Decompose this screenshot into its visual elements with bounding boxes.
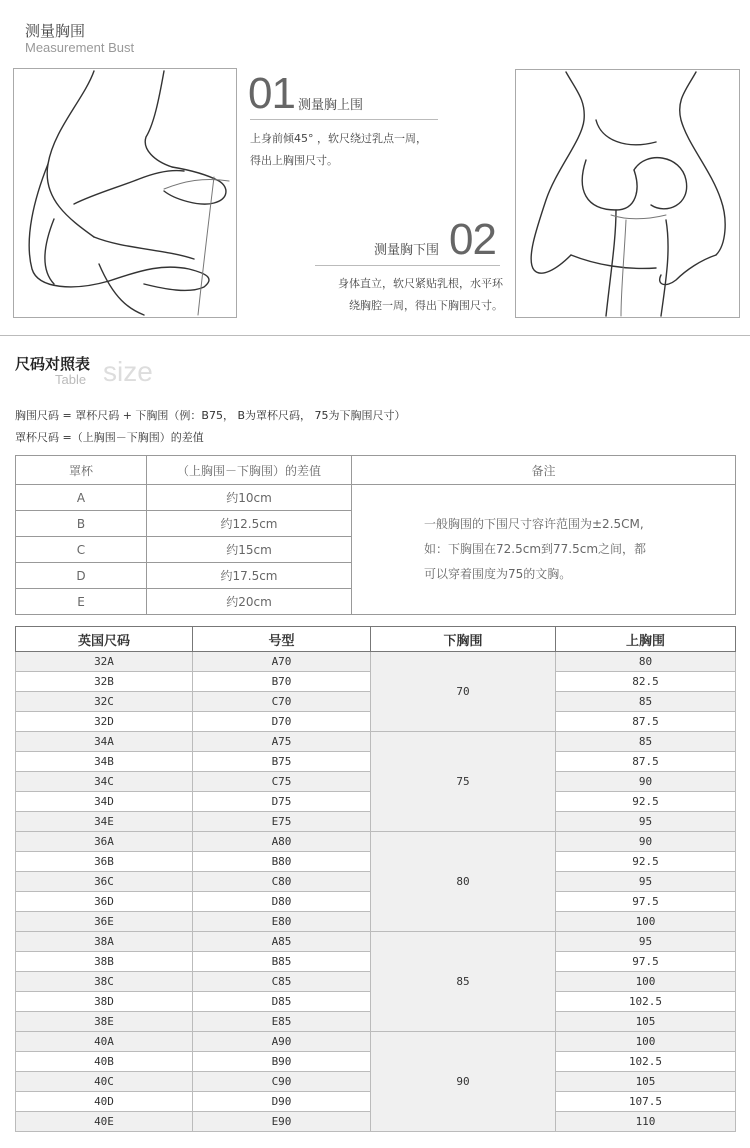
uk-size-cell: 32C xyxy=(16,692,193,712)
over-bust-cell: 100 xyxy=(556,912,736,932)
uk-size-cell: 34A xyxy=(16,732,193,752)
uk-size-cell: 40E xyxy=(16,1112,193,1132)
over-bust-cell: 110 xyxy=(556,1112,736,1132)
note-line-1: 一般胸围的下围尺寸容许范围为±2.5CM, xyxy=(424,517,644,531)
over-bust-cell: 95 xyxy=(556,872,736,892)
under-bust-cell: 75 xyxy=(371,732,556,832)
page-subtitle: Measurement Bust xyxy=(25,40,135,55)
code-cell: D80 xyxy=(193,892,371,912)
code-cell: D75 xyxy=(193,792,371,812)
formula-line-1: 胸围尺码 = 罩杯尺码 + 下胸围（例：B75， B为罩杯尺码， 75为下胸围尺寸） xyxy=(15,409,406,422)
code-cell: C90 xyxy=(193,1072,371,1092)
uk-size-cell: 38C xyxy=(16,972,193,992)
code-cell: D85 xyxy=(193,992,371,1012)
over-bust-cell: 80 xyxy=(556,652,736,672)
uk-size-cell: 34E xyxy=(16,812,193,832)
uk-size-cell: 38A xyxy=(16,932,193,952)
diff-cell: 约20cm xyxy=(147,589,352,615)
illustration-under-bust xyxy=(515,69,740,318)
uk-size-cell: 38D xyxy=(16,992,193,1012)
cup-table xyxy=(15,455,736,615)
code-header: 号型 xyxy=(193,627,371,652)
table-row xyxy=(16,932,736,952)
uk-size-cell: 36A xyxy=(16,832,193,852)
uk-size-cell: 34D xyxy=(16,792,193,812)
code-cell: B75 xyxy=(193,752,371,772)
uk-size-cell: 34C xyxy=(16,772,193,792)
code-cell: C70 xyxy=(193,692,371,712)
code-cell: C75 xyxy=(193,772,371,792)
over-bust-cell: 87.5 xyxy=(556,752,736,772)
cup-header: 罩杯 xyxy=(16,456,147,485)
over-bust-cell: 100 xyxy=(556,1032,736,1052)
under-bust-header: 下胸围 xyxy=(371,627,556,652)
code-cell: D90 xyxy=(193,1092,371,1112)
under-bust-cell: 70 xyxy=(371,652,556,732)
over-bust-cell: 95 xyxy=(556,812,736,832)
over-bust-cell: 97.5 xyxy=(556,892,736,912)
over-bust-cell: 95 xyxy=(556,932,736,952)
size-table-header xyxy=(16,627,736,652)
step-1-underline xyxy=(250,119,438,120)
over-bust-cell: 100 xyxy=(556,972,736,992)
code-cell: A85 xyxy=(193,932,371,952)
over-bust-cell: 102.5 xyxy=(556,992,736,1012)
note-line-3: 可以穿着围度为75的文胸。 xyxy=(424,567,572,581)
code-cell: B85 xyxy=(193,952,371,972)
code-cell: C80 xyxy=(193,872,371,892)
section-title-en-big: size xyxy=(103,356,153,387)
diff-cell: 约15cm xyxy=(147,537,352,563)
note-header: 备注 xyxy=(352,456,736,485)
table-row xyxy=(16,1032,736,1052)
code-cell: B80 xyxy=(193,852,371,872)
over-bust-cell: 107.5 xyxy=(556,1092,736,1112)
code-cell: A70 xyxy=(193,652,371,672)
step-1-desc-line2: 得出上胸围尺寸。 xyxy=(250,154,338,167)
over-bust-cell: 85 xyxy=(556,732,736,752)
code-cell: E85 xyxy=(193,1012,371,1032)
cup-cell: B xyxy=(16,511,147,537)
code-cell: C85 xyxy=(193,972,371,992)
code-cell: A80 xyxy=(193,832,371,852)
table-row xyxy=(16,732,736,752)
uk-size-cell: 38E xyxy=(16,1012,193,1032)
over-bust-cell: 92.5 xyxy=(556,852,736,872)
over-bust-cell: 90 xyxy=(556,832,736,852)
diff-cell: 约10cm xyxy=(147,485,352,511)
over-bust-cell: 97.5 xyxy=(556,952,736,972)
uk-size-cell: 34B xyxy=(16,752,193,772)
code-cell: D70 xyxy=(193,712,371,732)
uk-size-cell: 40C xyxy=(16,1072,193,1092)
step-2-underline xyxy=(315,265,500,266)
over-bust-cell: 105 xyxy=(556,1012,736,1032)
uk-size-cell: 32B xyxy=(16,672,193,692)
cup-cell: C xyxy=(16,537,147,563)
over-bust-header: 上胸围 xyxy=(556,627,736,652)
page-title: 测量胸围 xyxy=(25,22,86,40)
table-row xyxy=(16,485,736,511)
diff-header: （上胸围－下胸围）的差值 xyxy=(147,456,352,485)
code-cell: E80 xyxy=(193,912,371,932)
step-2-title: 测量胸下围 xyxy=(374,243,440,258)
section-title-en-small: Table xyxy=(55,372,87,387)
uk-size-cell: 38B xyxy=(16,952,193,972)
over-bust-cell: 105 xyxy=(556,1072,736,1092)
step-1-title: 测量胸上围 xyxy=(298,98,364,113)
step-2-number: 02 xyxy=(449,215,496,264)
step-1-desc-line1: 上身前倾45° ，软尺绕过乳点一周， xyxy=(250,132,427,145)
step-1-description xyxy=(250,128,490,172)
uk-size-cell: 36E xyxy=(16,912,193,932)
formula-line-2: 罩杯尺码 =（上胸围－下胸围）的差值 xyxy=(15,431,204,444)
uk-size-cell: 32D xyxy=(16,712,193,732)
step-2-desc-line1: 身体直立，软尺紧贴乳根，水平环 xyxy=(338,277,503,290)
uk-size-cell: 40D xyxy=(16,1092,193,1112)
over-bust-cell: 82.5 xyxy=(556,672,736,692)
uk-size-cell: 32A xyxy=(16,652,193,672)
code-cell: E90 xyxy=(193,1112,371,1132)
note-cell xyxy=(352,485,736,615)
over-bust-cell: 85 xyxy=(556,692,736,712)
step-1-number: 01 xyxy=(248,69,295,118)
over-bust-cell: 92.5 xyxy=(556,792,736,812)
under-bust-cell: 80 xyxy=(371,832,556,932)
cup-table-header xyxy=(16,456,736,485)
size-table xyxy=(15,626,736,1132)
cup-cell: D xyxy=(16,563,147,589)
section-divider xyxy=(0,335,750,336)
step-2-description xyxy=(300,273,503,317)
code-cell: B90 xyxy=(193,1052,371,1072)
cup-cell: A xyxy=(16,485,147,511)
code-cell: E75 xyxy=(193,812,371,832)
over-bust-cell: 87.5 xyxy=(556,712,736,732)
step-2-desc-line2: 绕胸腔一周，得出下胸围尺寸。 xyxy=(349,299,503,312)
illustration-over-bust xyxy=(13,68,237,318)
code-cell: A90 xyxy=(193,1032,371,1052)
under-bust-cell: 85 xyxy=(371,932,556,1032)
under-bust-cell: 90 xyxy=(371,1032,556,1132)
table-row xyxy=(16,652,736,672)
uk-size-header: 英国尺码 xyxy=(16,627,193,652)
over-bust-cell: 102.5 xyxy=(556,1052,736,1072)
uk-size-cell: 36B xyxy=(16,852,193,872)
over-bust-cell: 90 xyxy=(556,772,736,792)
uk-size-cell: 36C xyxy=(16,872,193,892)
uk-size-cell: 40B xyxy=(16,1052,193,1072)
note-line-2: 如：下胸围在72.5cm到77.5cm之间，都 xyxy=(424,542,647,556)
table-row xyxy=(16,832,736,852)
code-cell: B70 xyxy=(193,672,371,692)
section-title: 尺码对照表 xyxy=(15,355,91,373)
cup-cell: E xyxy=(16,589,147,615)
code-cell: A75 xyxy=(193,732,371,752)
uk-size-cell: 36D xyxy=(16,892,193,912)
diff-cell: 约12.5cm xyxy=(147,511,352,537)
uk-size-cell: 40A xyxy=(16,1032,193,1052)
diff-cell: 约17.5cm xyxy=(147,563,352,589)
